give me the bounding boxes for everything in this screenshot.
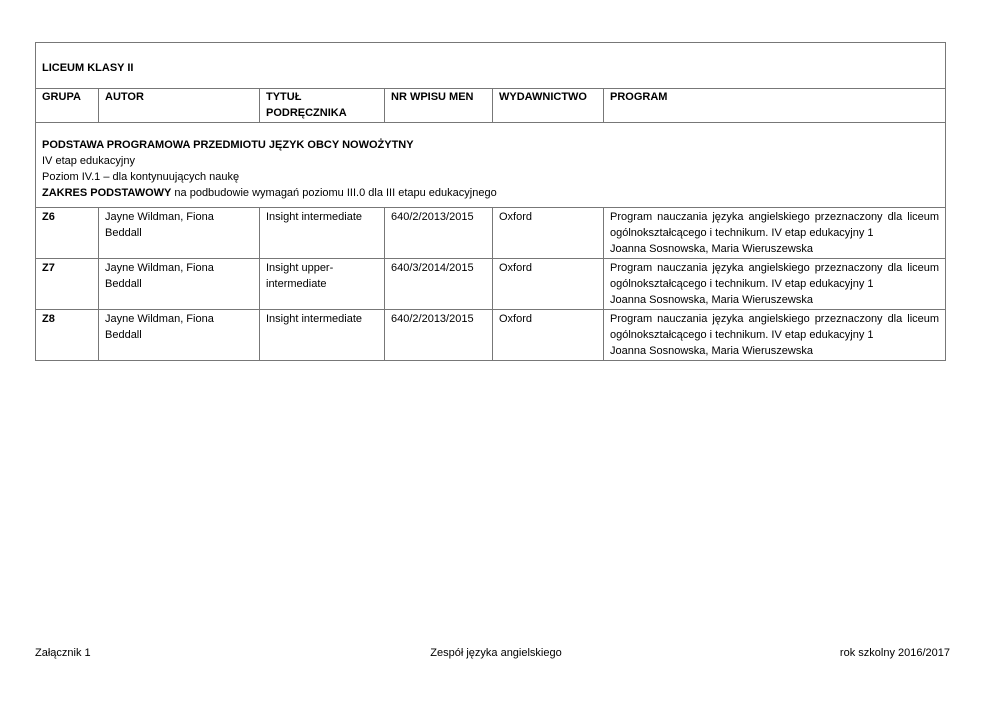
info-line-4 [42, 185, 939, 201]
program-text: Program nauczania języka angielskiego przeznaczony dla liceum ogólnokształcącego i technikum. IV etap edukacyjny 1 [610, 313, 940, 341]
header-row [36, 89, 946, 123]
cell-wydawnictwo: Oxford [493, 208, 604, 259]
info-line-4-bold: ZAKRES PODSTAWOWY [42, 187, 172, 199]
cell-tytul: Insight intermediate [260, 208, 385, 259]
program-authors: Joanna Sosnowska, Maria Wieruszewska [610, 294, 813, 306]
table-title: LICEUM KLASY II [36, 43, 946, 89]
table-row [36, 208, 946, 259]
header-nr-wpisu: NR WPISU MEN [385, 89, 493, 123]
cell-nr-wpisu: 640/2/2013/2015 [385, 310, 493, 361]
cell-tytul: Insight upper-intermediate [260, 259, 385, 310]
cell-autor: Jayne Wildman, Fiona Beddall [99, 208, 260, 259]
footer-left: Załącznik 1 [35, 647, 91, 659]
info-line-4-rest: na podbudowie wymagań poziomu III.0 dla III etapu edukacyjnego [171, 187, 497, 199]
info-line-1: PODSTAWA PROGRAMOWA PRZEDMIOTU JĘZYK OBCY NOWOŻYTNY [42, 139, 414, 151]
cell-nr-wpisu: 640/2/2013/2015 [385, 208, 493, 259]
cell-program [604, 259, 946, 310]
table-row [36, 259, 946, 310]
cell-wydawnictwo: Oxford [493, 310, 604, 361]
program-authors: Joanna Sosnowska, Maria Wieruszewska [610, 345, 813, 357]
cell-nr-wpisu: 640/3/2014/2015 [385, 259, 493, 310]
header-autor: AUTOR [99, 89, 260, 123]
footer-center: Zespół języka angielskiego [430, 647, 562, 659]
program-authors: Joanna Sosnowska, Maria Wieruszewska [610, 243, 813, 255]
cell-grupa: Z6 [36, 208, 99, 259]
table-row [36, 310, 946, 361]
cell-autor: Jayne Wildman, Fiona Beddall [99, 259, 260, 310]
cell-tytul: Insight intermediate [260, 310, 385, 361]
header-tytul: TYTUŁ PODRĘCZNIKA [260, 89, 385, 123]
cell-wydawnictwo: Oxford [493, 259, 604, 310]
footer-right: rok szkolny 2016/2017 [839, 647, 950, 659]
info-line-2: IV etap edukacyjny [42, 155, 135, 167]
cell-program [604, 208, 946, 259]
header-program: PROGRAM [604, 89, 946, 123]
cell-autor: Jayne Wildman, Fiona Beddall [99, 310, 260, 361]
cell-program [604, 310, 946, 361]
curriculum-info [36, 123, 946, 208]
program-text: Program nauczania języka angielskiego przeznaczony dla liceum ogólnokształcącego i technikum. IV etap edukacyjny 1 [610, 211, 940, 239]
info-row [36, 123, 946, 208]
header-wydawnictwo: WYDAWNICTWO [493, 89, 604, 123]
header-grupa: GRUPA [36, 89, 99, 123]
cell-grupa: Z8 [36, 310, 99, 361]
cell-grupa: Z7 [36, 259, 99, 310]
program-text: Program nauczania języka angielskiego przeznaczony dla liceum ogólnokształcącego i technikum. IV etap edukacyjny 1 [610, 262, 940, 290]
title-row [36, 43, 946, 89]
info-line-3: Poziom IV.1 – dla kontynuujących naukę [42, 171, 240, 183]
textbook-table [35, 42, 946, 361]
